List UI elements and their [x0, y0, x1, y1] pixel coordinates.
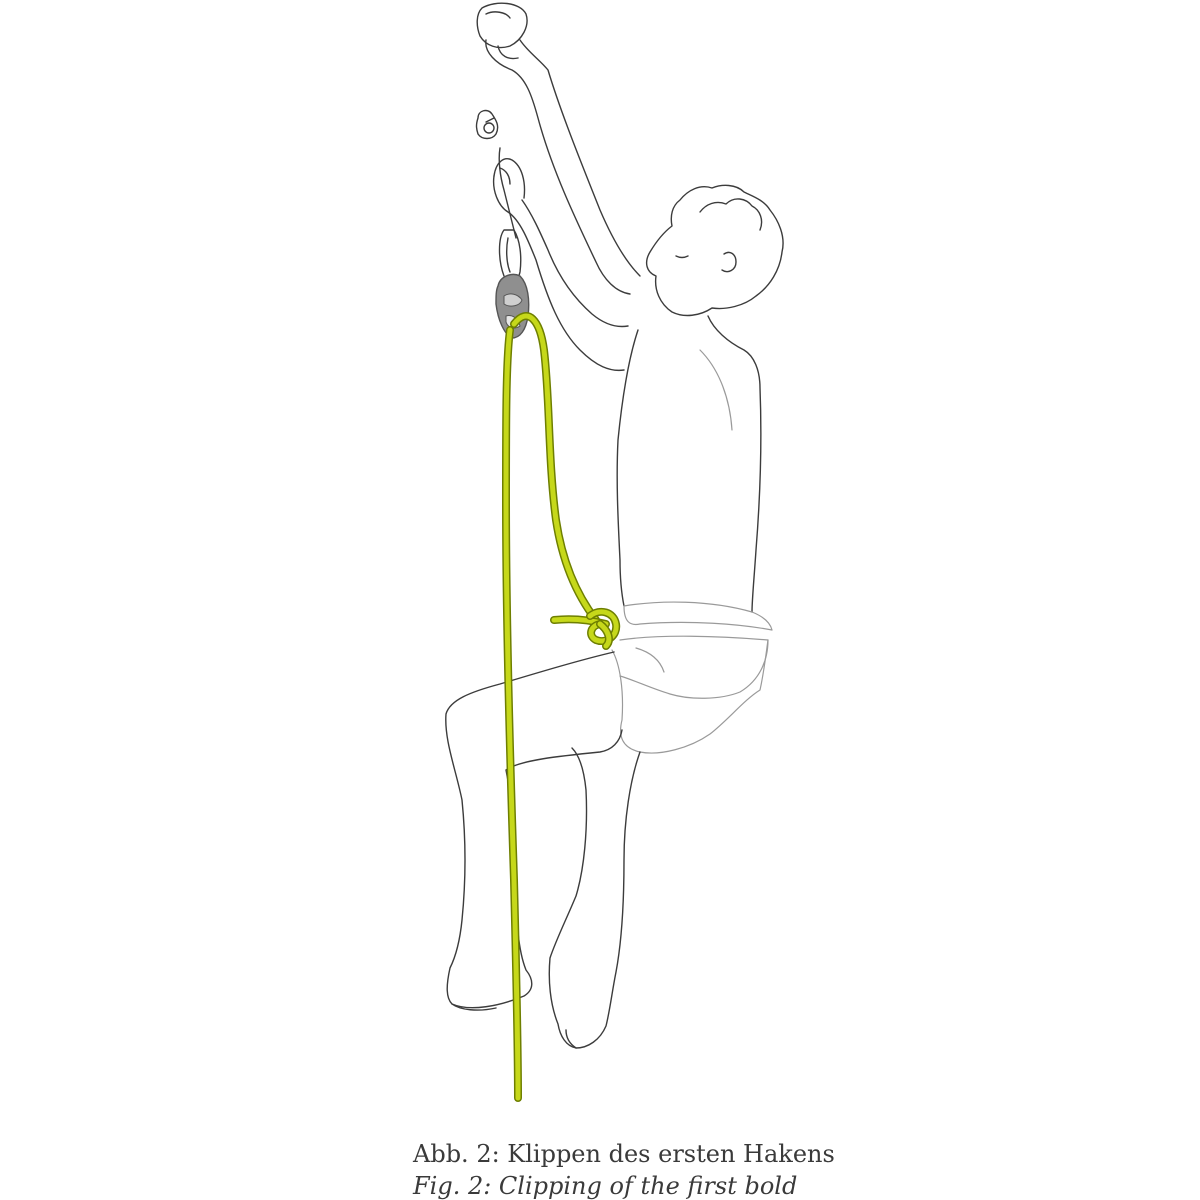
quickdraw-carabiner: [499, 148, 521, 281]
head: [647, 185, 783, 315]
torso: [617, 316, 761, 612]
left-leg: [446, 652, 622, 1008]
rock-hold: [477, 3, 527, 47]
bolt-hanger: [477, 111, 498, 139]
caption-english: Fig. 2: Clipping of the first bold: [413, 1172, 798, 1200]
caption-german: Abb. 2: Klippen des ersten Hakens: [413, 1140, 835, 1168]
climbing-rope: [506, 316, 596, 1098]
right-leg: [549, 748, 640, 1048]
figure-eight-knot: [554, 612, 616, 646]
climber: [446, 40, 783, 1048]
shorts: [612, 640, 768, 753]
harness: [620, 602, 772, 698]
